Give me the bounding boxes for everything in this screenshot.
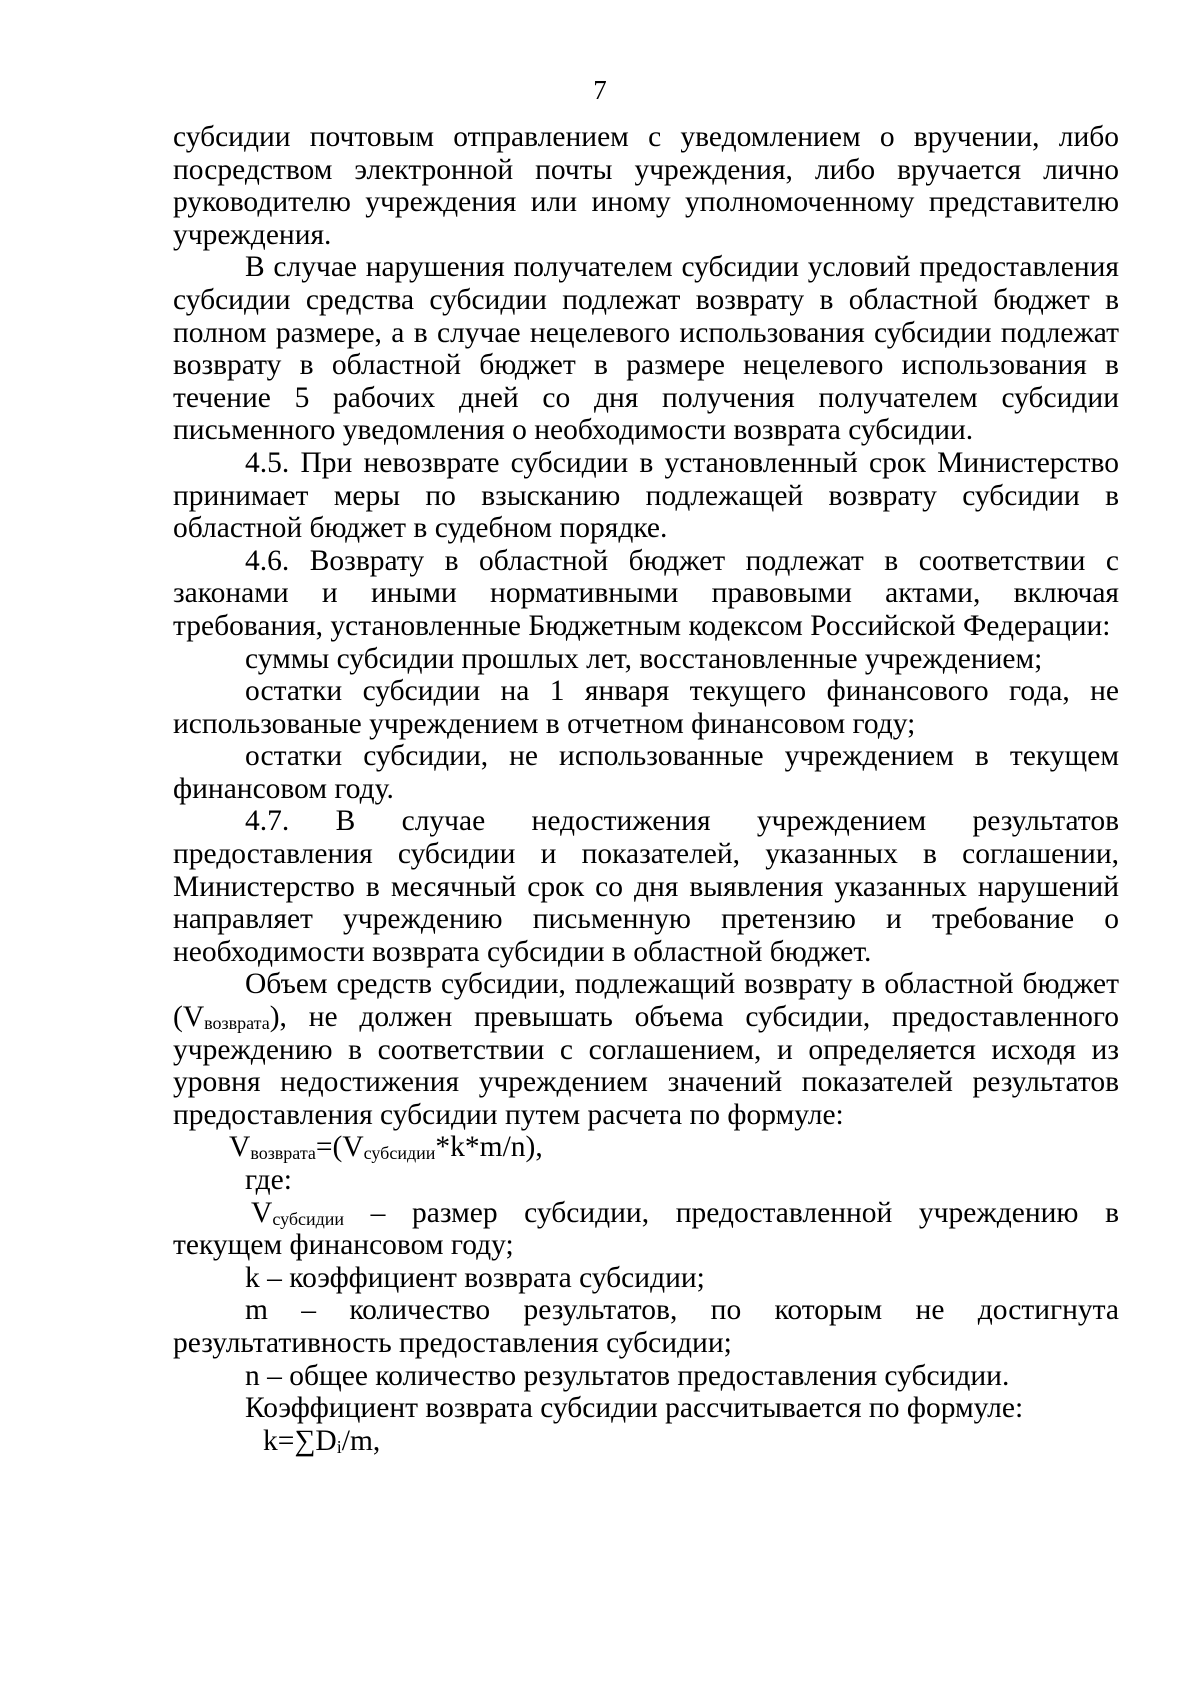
page-number: 7 [593,75,607,105]
text-segment: ), не должен превышать объема субсидии, предоставленного учреждению в соответствии с соглашением, и определяется исходя из уровня недостижения учреждением значений показателей результатов предоставления субсидии путем расчета по формуле: [173,1001,1119,1131]
definition-n: n – общее количество результатов предоставления субсидии. [245,1359,1010,1392]
subscript: возврата [204,1013,270,1034]
text-segment: – размер субсидии, предоставленной учреждению в текущем финансовом году; [173,1196,1119,1262]
paragraph-4-5: 4.5. При невозврате субсидии в установленный срок Министерство принимает меры по взысканию подлежащей возврату субсидии в областной бюджет в судебном порядке. [173,446,1119,545]
formula-subscript: возврата [250,1143,316,1164]
paragraph-4-6: 4.6. Возврату в областной бюджет подлежат в соответствии с законами и иными нормативными правовыми актами, включая требования, установленные Бюджетным кодексом Российской Федерации: [173,544,1119,642]
formula-coefficient [173,1425,1119,1458]
paragraph-violation-return: В случае нарушения получателем субсидии условий предоставления субсидии средства субсидии подлежат возврату в областной бюджет в полном размере, а в случае нецелевого использования субсидии подлежат возврату в областной бюджет в размере нецелевого использования в течение 5 рабочих дней со дня получения получателем субсидии письменного уведомления о необходимости возврата субсидии. [173,251,1119,447]
list-item-remainder-current: остатки субсидии, не использованные учреждением в текущем финансовом году. [173,740,1119,805]
definition-v-subsidy [173,1197,1119,1262]
subscript: субсидии [272,1208,345,1229]
paragraph-where: где: [245,1164,292,1196]
document-body [173,121,1119,1457]
formula-part: k=∑D [263,1424,337,1457]
formula-part: *k*m/n), [435,1131,543,1164]
formula-subscript: i [336,1436,342,1457]
paragraph-coefficient-intro: Коэффициент возврата субсидии рассчитывается по формуле: [245,1392,1024,1425]
formula-part: =(V [315,1131,364,1164]
text-segment: Объем средств субсидии, подлежащий возврату в областной бюджет (V [173,968,1119,1034]
definition-k: k – коэффициент возврата субсидии; [245,1261,705,1294]
formula-part: V [229,1131,251,1164]
paragraph-subsidy-notice: субсидии почтовым отправлением с уведомлением о вручении, либо посредством электронной почты учреждения, либо вручается лично руководителю учреждения или иному уполномоченному представителю учреждения. [173,121,1119,251]
formula-part: /m, [341,1424,381,1457]
list-item-past-years: суммы субсидии прошлых лет, восстановленные учреждением; [245,642,1043,675]
formula-subscript: субсидии [363,1143,436,1164]
list-item-remainder-jan: остатки субсидии на 1 января текущего финансового года, не использованые учреждением в отчетном финансовом году; [173,675,1119,740]
formula-part: V [251,1196,273,1229]
paragraph-4-7: 4.7. В случае недостижения учреждением результатов предоставления субсидии и показателей, указанных в соглашении, Министерство в месячный срок со дня выявления указанных нарушений направляет учреждению письменную претензию и требование о необходимости возврата субсидии в областной бюджет. [173,805,1119,968]
paragraph-return-volume [173,968,1119,1131]
definition-m: m – количество результатов, по которым не достигнута результативность предоставления субсидии; [173,1294,1119,1359]
formula-return-volume [173,1131,1119,1164]
